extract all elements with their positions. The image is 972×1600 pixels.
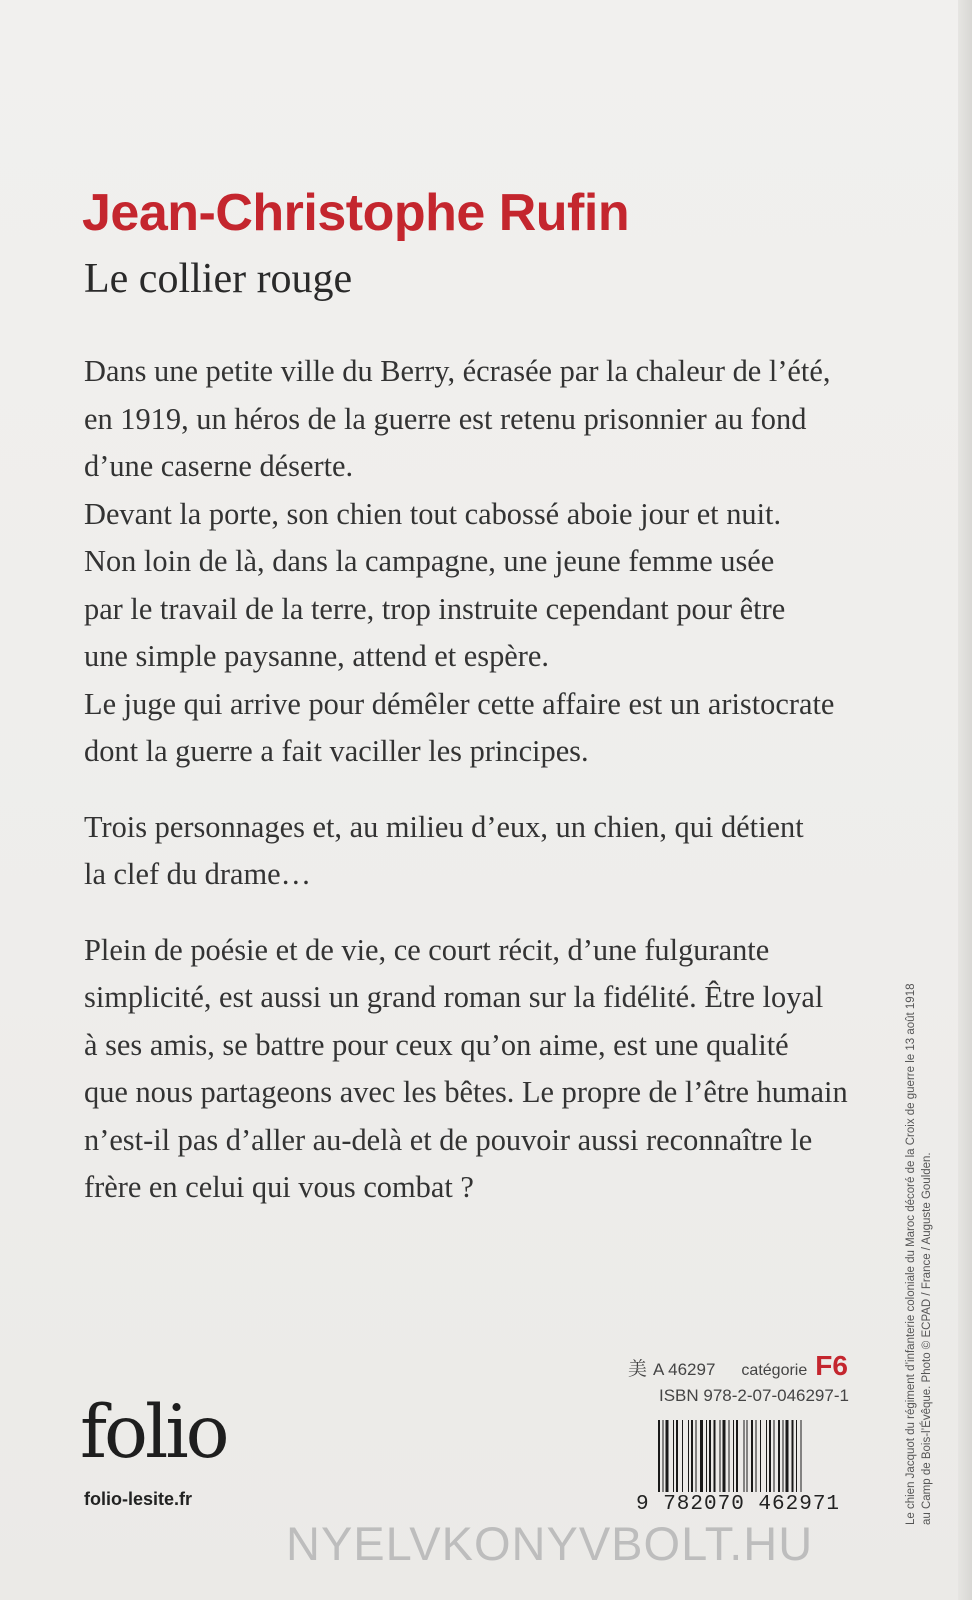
catalog-code: A 46297 bbox=[653, 1360, 716, 1379]
paragraph-gap bbox=[84, 776, 884, 804]
barcode-bar bbox=[744, 1420, 745, 1492]
publisher-logo: folio bbox=[80, 1390, 227, 1475]
barcode-bar bbox=[778, 1420, 780, 1492]
barcode-bar bbox=[751, 1420, 753, 1492]
book-title: Le collier rouge bbox=[84, 256, 353, 302]
barcode-bar bbox=[769, 1420, 771, 1492]
photo-credit-line: Le chien Jacquot du régiment d’infanterie coloniale du Maroc décoré de la Croix de guerre le 13 août 1918 bbox=[905, 983, 917, 1525]
blurb-line: que nous partageons avec les bêtes. Le propre de l’être humain bbox=[84, 1075, 848, 1109]
barcode-bar bbox=[714, 1420, 716, 1492]
barcode-bar bbox=[709, 1420, 711, 1492]
blurb bbox=[84, 348, 884, 1212]
seal-icon: 美 bbox=[628, 1359, 648, 1380]
barcode-bar bbox=[706, 1420, 707, 1492]
catalog-info bbox=[628, 1350, 849, 1406]
blurb-line: n’est-il pas d’aller au-delà et de pouvoir aussi reconnaître le bbox=[84, 1122, 813, 1157]
photo-credit bbox=[903, 825, 935, 1525]
category-label: catégorie bbox=[741, 1362, 808, 1379]
barcode-bar bbox=[796, 1420, 797, 1492]
barcode bbox=[658, 1420, 854, 1492]
blurb-line: Dans une petite ville du Berry, écrasée par la chaleur de l’été, bbox=[84, 354, 831, 388]
ean-number: 9 782070 462971 bbox=[636, 1493, 841, 1516]
catalog-row bbox=[628, 1350, 849, 1382]
publisher-website: folio-lesite.fr bbox=[84, 1489, 193, 1509]
category-value: F6 bbox=[815, 1350, 848, 1381]
blurb-line: Non loin de là, dans la campagne, une jeune femme usée bbox=[84, 544, 775, 578]
blurb-line: dont la guerre a fait vaciller les principes. bbox=[84, 734, 589, 768]
barcode-bar bbox=[747, 1420, 748, 1492]
barcode-bar bbox=[688, 1420, 689, 1492]
barcode-bar bbox=[663, 1420, 664, 1492]
barcode-bar bbox=[700, 1420, 703, 1492]
barcode-bar bbox=[774, 1420, 775, 1492]
barcode-bar bbox=[729, 1420, 730, 1492]
barcode-bar bbox=[723, 1420, 726, 1492]
barcode-bar bbox=[658, 1420, 660, 1492]
blurb-line: Devant la porte, son chien tout cabossé aboie jour et nuit. bbox=[84, 496, 782, 531]
barcode-bar bbox=[733, 1420, 734, 1492]
blurb-line: Le juge qui arrive pour démêler cette affaire est un aristocrate bbox=[84, 686, 835, 721]
barcode-bar bbox=[792, 1420, 794, 1492]
blurb-line: d’une caserne déserte. bbox=[84, 449, 354, 483]
blurb-line: en 1919, un héros de la guerre est retenu prisonnier au fond bbox=[84, 401, 807, 436]
barcode-bar bbox=[786, 1420, 789, 1492]
blurb-line: une simple paysanne, attend et espère. bbox=[84, 639, 549, 673]
barcode-bar bbox=[783, 1420, 784, 1492]
blurb-line: par le travail de la terre, trop instruite cependant pour être bbox=[84, 591, 786, 626]
blurb-line: la clef du drame… bbox=[84, 857, 311, 891]
barcode-bar bbox=[756, 1420, 757, 1492]
blurb-line: simplicité, est aussi un grand roman sur la fidélité. Être loyal bbox=[84, 980, 824, 1014]
watermark: NYELVKONYVBOLT.HU bbox=[286, 1517, 814, 1570]
book-edge bbox=[958, 0, 972, 1600]
barcode-bar bbox=[801, 1420, 802, 1492]
photo-credit-line: au Camp de Bois-l’Évêque. Photo © ECPAD / France / Auguste Goulden. bbox=[921, 1152, 933, 1525]
blurb-line: frère en celui qui vous combat ? bbox=[84, 1170, 474, 1204]
isbn: ISBN 978-2-07-046297-1 bbox=[659, 1386, 849, 1405]
paragraph-gap bbox=[84, 899, 884, 927]
barcode-bar bbox=[691, 1420, 693, 1492]
blurb-line: à ses amis, se battre pour ceux qu’on aime, est une qualité bbox=[84, 1027, 789, 1062]
blurb-line: Plein de poésie et de vie, ce court récit, d’une fulgurante bbox=[84, 932, 770, 967]
author-name: Jean-Christophe Rufin bbox=[82, 184, 630, 242]
barcode-bar bbox=[676, 1420, 678, 1492]
barcode-bar bbox=[682, 1420, 683, 1492]
barcode-bar bbox=[736, 1420, 738, 1492]
barcode-bar bbox=[720, 1420, 721, 1492]
barcode-bar bbox=[696, 1420, 697, 1492]
barcode-bar bbox=[766, 1420, 767, 1492]
barcode-bar bbox=[760, 1420, 761, 1492]
blurb-line: Trois personnages et, au milieu d’eux, un chien, qui détient bbox=[84, 809, 804, 844]
barcode-bar bbox=[666, 1420, 669, 1492]
barcode-bar bbox=[673, 1420, 674, 1492]
